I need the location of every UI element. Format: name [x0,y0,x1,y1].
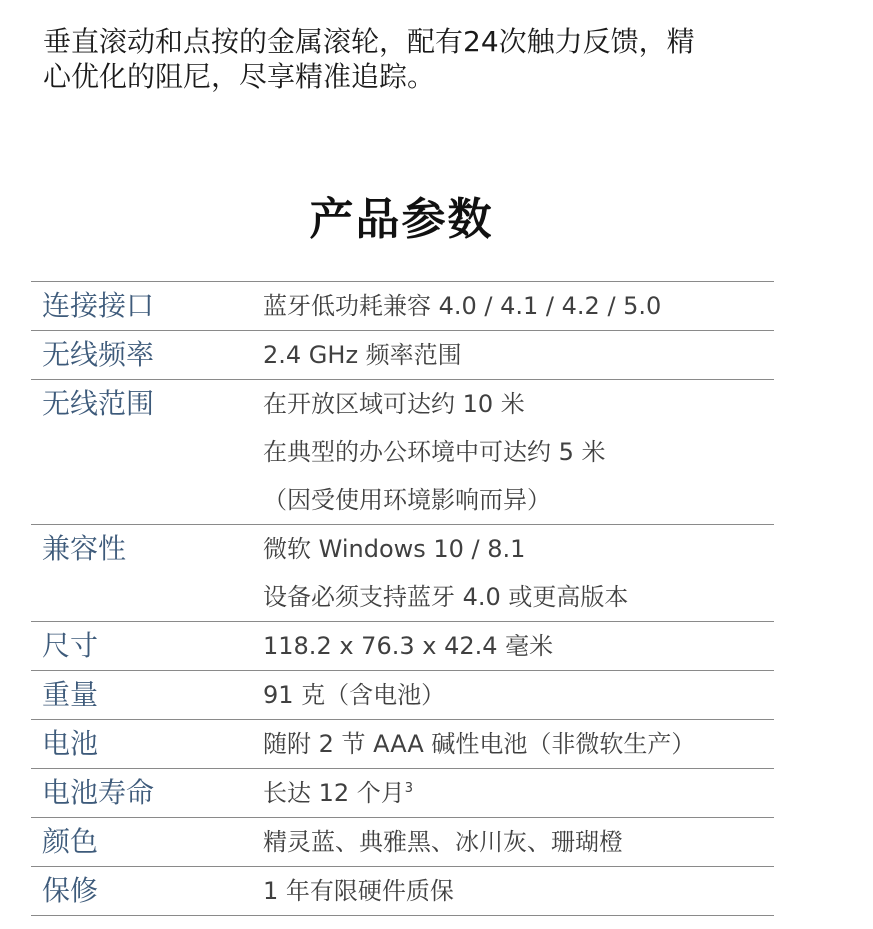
spec-row-battery [31,720,774,769]
spec-values [263,720,774,768]
spec-table [31,281,774,916]
intro-paragraph [43,24,803,94]
spec-value-text: 长达 12 个月 [263,779,405,807]
spec-row-range [31,380,774,525]
footnote-marker: 3 [404,781,414,796]
spec-row-battery-life [31,769,774,818]
spec-value: 2.4 GHz 频率范围 [263,341,462,369]
spec-row-compatibility [31,525,774,622]
spec-values [263,282,774,330]
spec-label: 电池 [42,727,99,760]
spec-value: 1 年有限硬件质保 [263,877,454,905]
spec-value: 精灵蓝、典雅黑、冰川灰、珊瑚橙 [263,828,623,856]
spec-label: 兼容性 [42,532,127,565]
spec-values [263,671,774,719]
spec-values [263,867,774,915]
spec-row-warranty [31,867,774,916]
spec-values [263,769,774,817]
spec-value: 设备必须支持蓝牙 4.0 或更高版本 [263,583,629,611]
spec-label: 电池寿命 [42,776,155,809]
spec-values [263,331,774,379]
spec-values [263,380,774,524]
spec-row-weight [31,671,774,720]
spec-value: （因受使用环境影响而异） [263,486,551,514]
spec-value: 微软 Windows 10 / 8.1 [263,535,526,563]
spec-values [263,525,774,621]
spec-label: 尺寸 [42,629,99,662]
spec-value: 118.2 x 76.3 x 42.4 毫米 [263,632,554,660]
spec-value: 蓝牙低功耗兼容 4.0 / 4.1 / 4.2 / 5.0 [263,292,662,320]
spec-label: 颜色 [42,825,99,858]
section-title: 产品参数 [309,194,494,245]
spec-row-dimensions [31,622,774,671]
spec-label: 无线频率 [42,338,155,371]
spec-label: 保修 [42,874,99,907]
spec-values [263,818,774,866]
spec-label: 重量 [42,678,99,711]
spec-row-connection [31,282,774,331]
spec-label: 连接接口 [42,289,155,322]
spec-value: 在典型的办公环境中可达约 5 米 [263,438,606,466]
spec-value-with-footnote [263,769,774,817]
spec-value: 在开放区域可达约 10 米 [263,390,525,418]
spec-row-frequency [31,331,774,380]
spec-label: 无线范围 [42,387,155,420]
spec-value: 随附 2 节 AAA 碱性电池（非微软生产） [263,730,696,758]
spec-values [263,622,774,670]
spec-value: 91 克（含电池） [263,681,446,709]
spec-row-color [31,818,774,867]
intro-line-1: 垂直滚动和点按的金属滚轮，配有24次触力反馈，精 [43,25,695,58]
intro-line-2: 心优化的阻尼，尽享精准追踪。 [43,60,436,93]
